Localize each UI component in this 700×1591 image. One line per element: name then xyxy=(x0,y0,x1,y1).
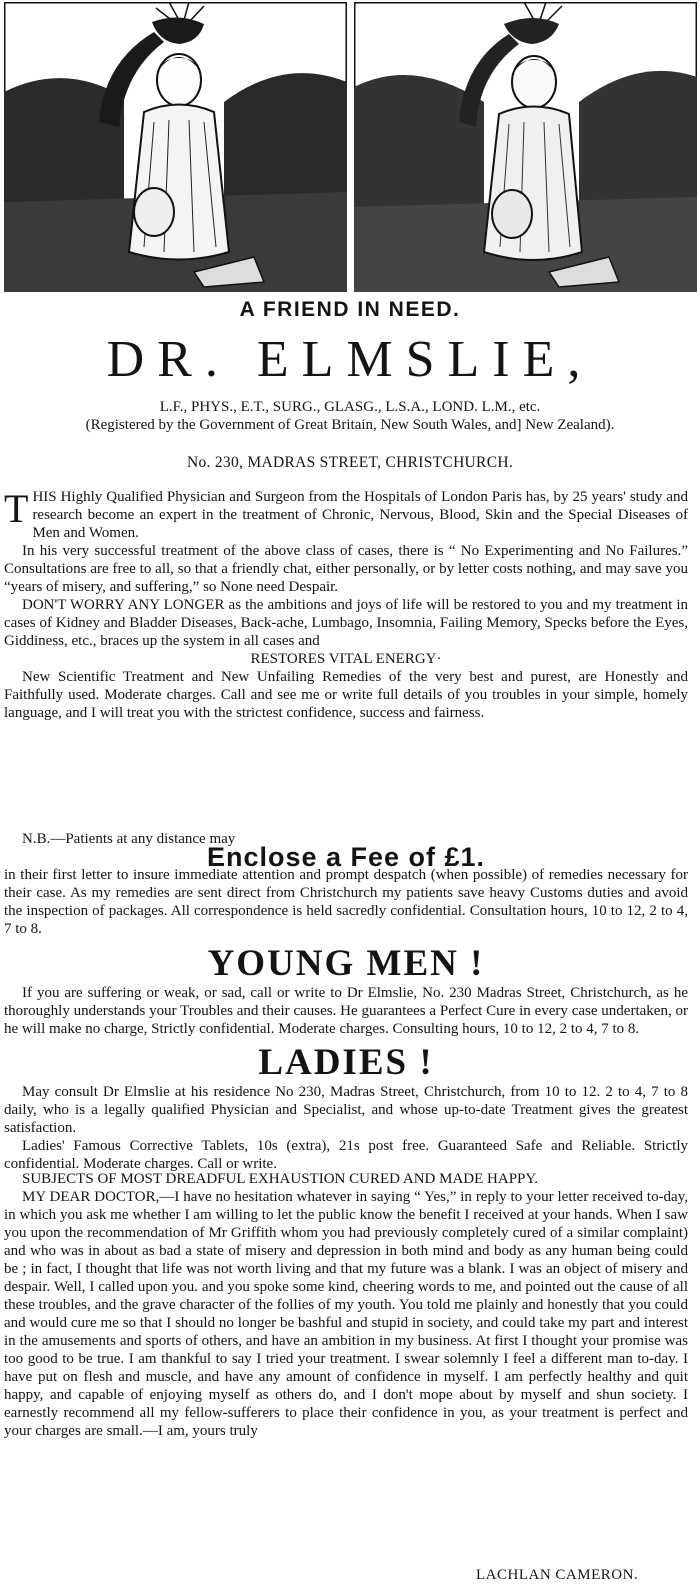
fee-section xyxy=(4,830,688,938)
testimonial-section xyxy=(4,1170,688,1440)
doctor-name: DR. ELMSLIE, xyxy=(106,331,594,388)
fee-heading: Enclose a Fee of £1. xyxy=(206,842,486,872)
illustration-row xyxy=(4,2,694,292)
address: No. 230, MADRAS STREET, CHRISTCHURCH. xyxy=(186,454,513,471)
ladies-heading: LADIES ! xyxy=(258,1042,434,1083)
credentials-line-2: (Registered by the Government of Great Britain, New South Wales, and] New Zealand). xyxy=(85,417,615,433)
ladies-paragraph-2: Ladies' Famous Corrective Tablets, 10s (extra), 21s post free. Guaranteed Safe and Reliable. Strictly confidential. Moderate charges. Call or write. xyxy=(4,1138,688,1172)
fee-nb: N.B.—Patients at any distance may xyxy=(22,831,236,847)
young-men-paragraph: If you are suffering or weak, or sad, call or write to Dr Elmslie, No. 230 Madras Street, Christchurch, as he thoroughly understands your Troubles and their causes. He guarantees a Perfect Cure in every case undertaken, or he will make no charge, Strictly confidential. Moderate charges. Consulting hours, 10 to 12, 2 to 4, 7 to 8. xyxy=(4,985,688,1037)
credentials-line-1: L.F., PHYS., E.T., SURG., GLASG., L.S.A., LOND. L.M., etc. xyxy=(159,399,541,415)
engraving-left-icon xyxy=(4,2,347,292)
testimonial-letter: MY DEAR DOCTOR,—I have no hesitation whatever in saying “ Yes,” in reply to your letter received to-day, in which you ask me whether I am willing to let the public know the benefit I received at your hands. When I saw you upon the recommendation of Mr Griffith whom you had previously completely cured of a similar complaint) and who was in about as bad a state of misery and depression in both mind and body as any human being could be ; in fact, I thought that life was not worth living and that my future was a blank. I was an object of misery and despair. Well, I called upon you. and you spoke some kind, cheering words to me, and pointed out the cause of all these troubles, and the grave character of the follies of my youth. You told me plainly and honestly that you could and would cure me so that I should no longer be bashful and stupid in society, and could take my part and interest in the amusements and sports of others, and have an ambition in my business. At first I thought your promise was too good to be true. I am thankful to say I tried your treatment. I swear solemnly I feel a different man to-day. I have put on flesh and muscle, and have any amount of confidence in myself. I am perfectly healthy and quit happy, and capable of enjoying myself as others do, and I don't mope about by myself and shun society. I earnestly recommend all my fellow-sufferers to place their confidence in you, as your treatment is perfect and your charges are small.—I am, yours truly xyxy=(4,1189,688,1439)
credentials xyxy=(30,398,670,434)
intro-paragraph-2: In his very successful treatment of the above class of cases, there is “ No Experimenting and No Failures.” Consultations are free to all, so that a friendly chat, either personally, or by letter costs nothing, and may save you “years of misery, and suffering,” so None need Despair. xyxy=(4,543,688,595)
ladies-section xyxy=(4,1043,688,1173)
intro-paragraph-4: New Scientific Treatment and New Unfailing Remedies of the very best and purest, are Honestly and Faithfully used. Moderate charges. Call and see me or write full details of you troubles in your simple, homely language, and I will treat you with the strictest confidence, success and fairness. xyxy=(4,669,688,721)
engraving-right-icon xyxy=(354,2,697,292)
intro-paragraph-1-text: HIS Highly Qualified Physician and Surgeon from the Hospitals of London Paris has, by 25 years' study and research become an expert in the treatment of Chronic, Nervous, Blood, Skin and the Special Diseases of Men and Women. xyxy=(32,489,688,541)
intro-paragraph-1 xyxy=(4,488,688,542)
woman-with-urn-illustration-right xyxy=(354,2,697,292)
ladies-paragraph-1: May consult Dr Elmslie at his residence No 230, Madras Street, Christchurch, from 10 to 12. 2 to 4, 7 to 8 daily, who is a legally qualified Physician and Specialist, and whose up-to-date Treatment gives the greatest satisfaction. xyxy=(4,1084,688,1136)
young-men-section xyxy=(4,944,688,1038)
signature: LACHLAN CAMERON. xyxy=(476,1567,639,1583)
young-men-heading: YOUNG MEN ! xyxy=(207,943,485,984)
headline: A FRIEND IN NEED. xyxy=(239,298,461,321)
fee-paragraph: in their first letter to insure immediate attention and prompt despatch (when possible) of remedies necessary for their case. As my remedies are sent direct from Christchurch my patients save heavy Customs duties and avoid the inspection of packages. All correspondence is held sacredly confidential. Consultation hours, 10 to 12, 2 to 4, 7 to 8. xyxy=(4,867,688,937)
intro-paragraph-3: DON'T WORRY ANY LONGER as the ambitions and joys of life will be restored to you and my treatment in cases of Kidney and Bladder Diseases, Back-ache, Lumbago, Insomnia, Failing Memory, Specks before the Eyes, Giddiness, etc., braces up the system in all cases and xyxy=(4,597,688,649)
intro-section xyxy=(4,488,688,722)
dropcap: T xyxy=(4,486,29,531)
restores-vital-energy: RESTORES VITAL ENERGY· xyxy=(250,651,442,667)
testimonial-heading: SUBJECTS OF MOST DREADFUL EXHAUSTION CURED AND MADE HAPPY. xyxy=(22,1171,539,1187)
woman-with-urn-illustration-left xyxy=(4,2,347,292)
